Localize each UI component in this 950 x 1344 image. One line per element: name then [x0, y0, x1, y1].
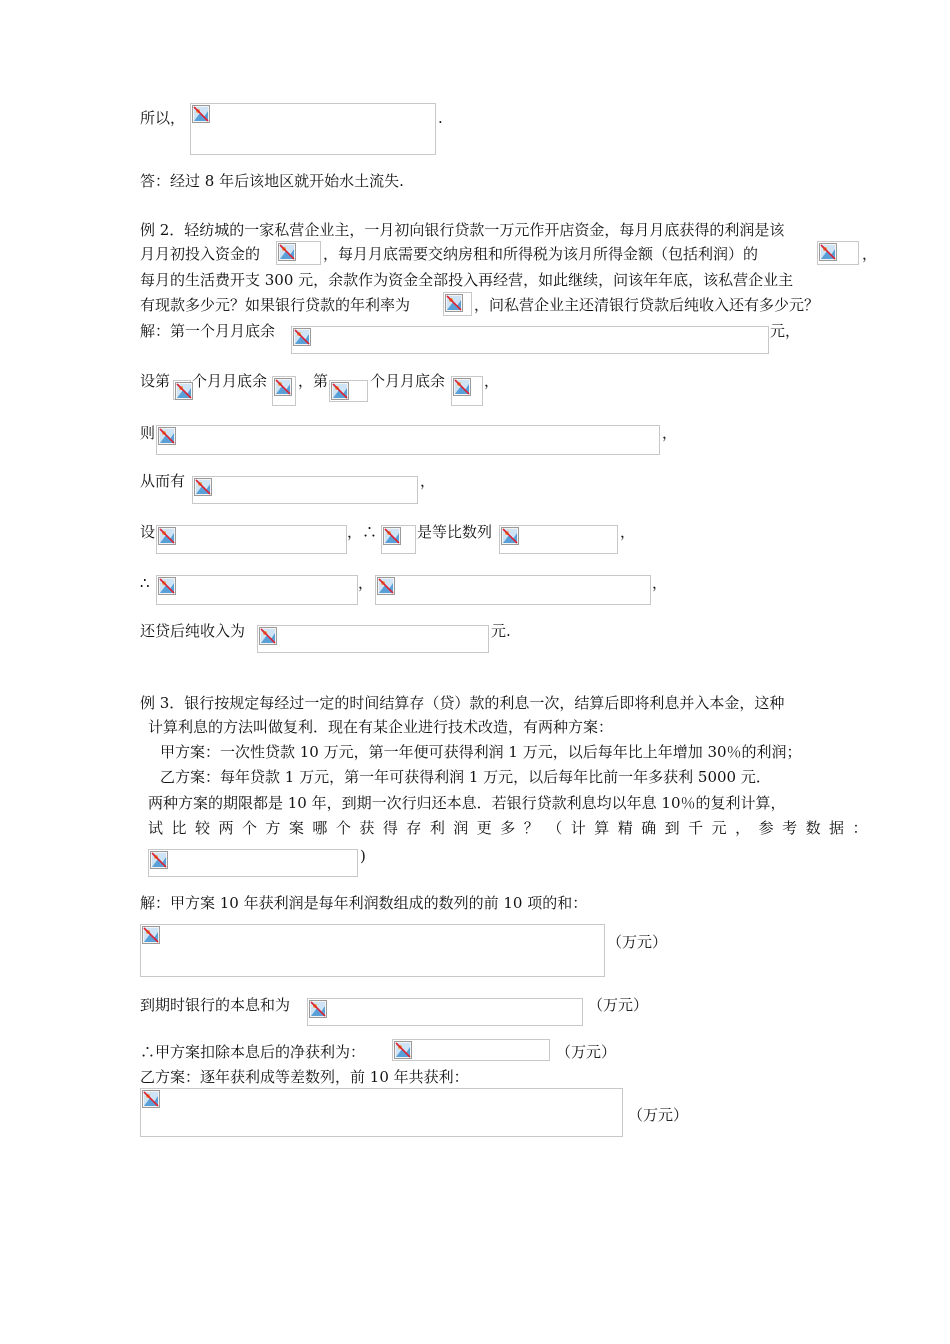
formula-image [499, 525, 618, 554]
text-line: ， [862, 245, 878, 263]
formula-image [272, 376, 296, 406]
unit-label: （万元） [556, 1043, 617, 1061]
text-line: ，每月月底需要交纳房租和所得税为该月所得金额（包括利润）的 [323, 245, 759, 263]
text-line: ， [662, 424, 678, 442]
solution-line: 解：甲方案 10 年获利润是每年利润数组成的数列的前 10 项的和： [140, 894, 588, 912]
text-line: 还贷后纯收入为 [140, 622, 246, 640]
formula-image [140, 1088, 623, 1137]
broken-image-icon [175, 382, 193, 400]
formula-image [276, 241, 321, 265]
justified-char: 利 [429, 819, 445, 837]
formula-image [173, 380, 191, 400]
text-line: ，∴ [347, 523, 378, 541]
justified-char: （ [547, 819, 563, 837]
formula-image [156, 525, 347, 554]
text-line: 有现款多少元？如果银行贷款的年利率为 [140, 296, 411, 314]
example-2-line: 例 2．轻纺城的一家私营企业主，一月初向银行贷款一万元作开店资金，每月月底获得的利润是该 [140, 221, 785, 239]
broken-image-icon [377, 577, 395, 595]
justified-line [148, 818, 868, 838]
text-line: 是等比数列 [417, 523, 493, 541]
text-line: ， [358, 574, 374, 592]
justified-char: 润 [453, 819, 469, 837]
broken-image-icon [158, 427, 176, 445]
text-line: 到期时银行的本息和为 [140, 996, 291, 1014]
text-line: ∴ [140, 574, 150, 592]
broken-image-icon [142, 926, 160, 944]
justified-char: 两 [218, 819, 234, 837]
text-line: 乙方案：每年贷款 1 万元，第一年可获得利润 1 万元，以后每年比前一年多获利 5000 元． [160, 768, 771, 786]
justified-char: 较 [194, 819, 210, 837]
formula-image [392, 1039, 550, 1061]
answer-line: 答：经过 8 年后该地区就开始水土流失. [140, 172, 404, 190]
text-line: . [438, 109, 443, 127]
broken-image-icon [192, 105, 210, 123]
text-line: ， [620, 523, 636, 541]
text-line: 设第 [140, 372, 171, 390]
justified-char: 多 [500, 819, 516, 837]
justified-char: 存 [406, 819, 422, 837]
justified-char: ？ [523, 819, 539, 837]
text-line: ∴甲方案扣除本息后的净获利为： [140, 1043, 366, 1061]
text-line: 甲方案：一次性贷款 10 万元，第一年便可获得利润 1 万元，以后每年比上年增加 30％的利润； [160, 743, 802, 761]
justified-char: 案 [288, 819, 304, 837]
justified-char: 得 [382, 819, 398, 837]
formula-image [381, 525, 416, 554]
formula-image [156, 425, 660, 455]
text-line: 每月的生活费开支 300 元，余款作为资金全部投入再经营，如此继续，问该年年底，该私营企业主 [140, 271, 794, 289]
broken-image-icon [331, 382, 349, 400]
formula-image [192, 476, 418, 504]
text-line: ) [360, 847, 366, 865]
text-line: 两种方案的期限都是 10 年，到期一次行归还本息．若银行贷款利息均以年息 10％的复利计算， [148, 794, 786, 812]
justified-char: 考 [782, 819, 798, 837]
text-line: ，问私营企业主还清银行贷款后纯收入还有多少元？ [474, 296, 820, 314]
text-line: 月月初投入资金的 [140, 245, 261, 263]
broken-image-icon [501, 527, 519, 545]
formula-image [307, 998, 583, 1026]
formula-image [329, 380, 368, 402]
justified-char: 方 [265, 819, 281, 837]
text-line: 设 [140, 523, 156, 541]
text-line: 所以， [140, 109, 186, 127]
justified-char: 到 [664, 819, 680, 837]
broken-image-icon [194, 478, 212, 496]
text-line: ， [652, 574, 668, 592]
text-line: 乙方案：逐年获利成等差数列，前 10 年共获利： [140, 1068, 469, 1086]
broken-image-icon [142, 1090, 160, 1108]
justified-char: 千 [688, 819, 704, 837]
text-line: 元. [491, 622, 511, 640]
formula-image [291, 326, 769, 354]
justified-char: 个 [335, 819, 351, 837]
example-3-line: 例 3．银行按规定每经过一定的时间结算存（贷）款的利息一次，结算后即将利息并入本金，这种 [140, 694, 785, 712]
broken-image-icon [309, 1000, 327, 1018]
unit-label: （万元） [588, 996, 649, 1014]
justified-char: 算 [594, 819, 610, 837]
justified-char: 据 [829, 819, 845, 837]
justified-char: 比 [171, 819, 187, 837]
formula-image [148, 849, 358, 877]
broken-image-icon [819, 243, 837, 261]
broken-image-icon [394, 1041, 412, 1059]
text-line: 个月月底余 [192, 372, 268, 390]
text-line: 计算利息的方法叫做复利．现在有某企业进行技术改造，有两种方案： [148, 718, 614, 736]
broken-image-icon [274, 378, 292, 396]
justified-char: ： [852, 819, 868, 837]
formula-image [443, 292, 472, 316]
text-line: ， [484, 372, 500, 390]
text-line: 元， [770, 322, 801, 340]
formula-image [257, 625, 489, 653]
text-line: 个月月底余 [370, 372, 446, 390]
justified-char: 参 [758, 819, 774, 837]
unit-label: （万元） [628, 1106, 689, 1124]
justified-char: 获 [359, 819, 375, 837]
text-line: 从而有 [140, 472, 186, 490]
broken-image-icon [383, 527, 401, 545]
formula-image [451, 376, 483, 406]
broken-image-icon [158, 527, 176, 545]
justified-char: 确 [641, 819, 657, 837]
justified-char: 数 [805, 819, 821, 837]
broken-image-icon [453, 378, 471, 396]
justified-char: 更 [476, 819, 492, 837]
formula-image [156, 575, 358, 605]
formula-image [140, 924, 605, 977]
broken-image-icon [293, 328, 311, 346]
formula-image [817, 241, 859, 265]
formula-image [375, 575, 651, 605]
justified-char: 精 [617, 819, 633, 837]
justified-char: ， [735, 819, 751, 837]
text-line: ，第 [298, 372, 329, 390]
justified-char: 试 [148, 819, 164, 837]
justified-char: 计 [570, 819, 586, 837]
unit-label: （万元） [607, 933, 668, 951]
text-line: ， [420, 472, 436, 490]
solution-line: 解：第一个月月底余 [140, 322, 276, 340]
broken-image-icon [259, 627, 277, 645]
justified-char: 个 [241, 819, 257, 837]
broken-image-icon [158, 577, 176, 595]
formula-image [190, 103, 436, 155]
broken-image-icon [278, 243, 296, 261]
text-line: 则 [140, 424, 156, 442]
broken-image-icon [445, 294, 463, 312]
justified-char: 哪 [312, 819, 328, 837]
broken-image-icon [150, 851, 168, 869]
justified-char: 元 [711, 819, 727, 837]
